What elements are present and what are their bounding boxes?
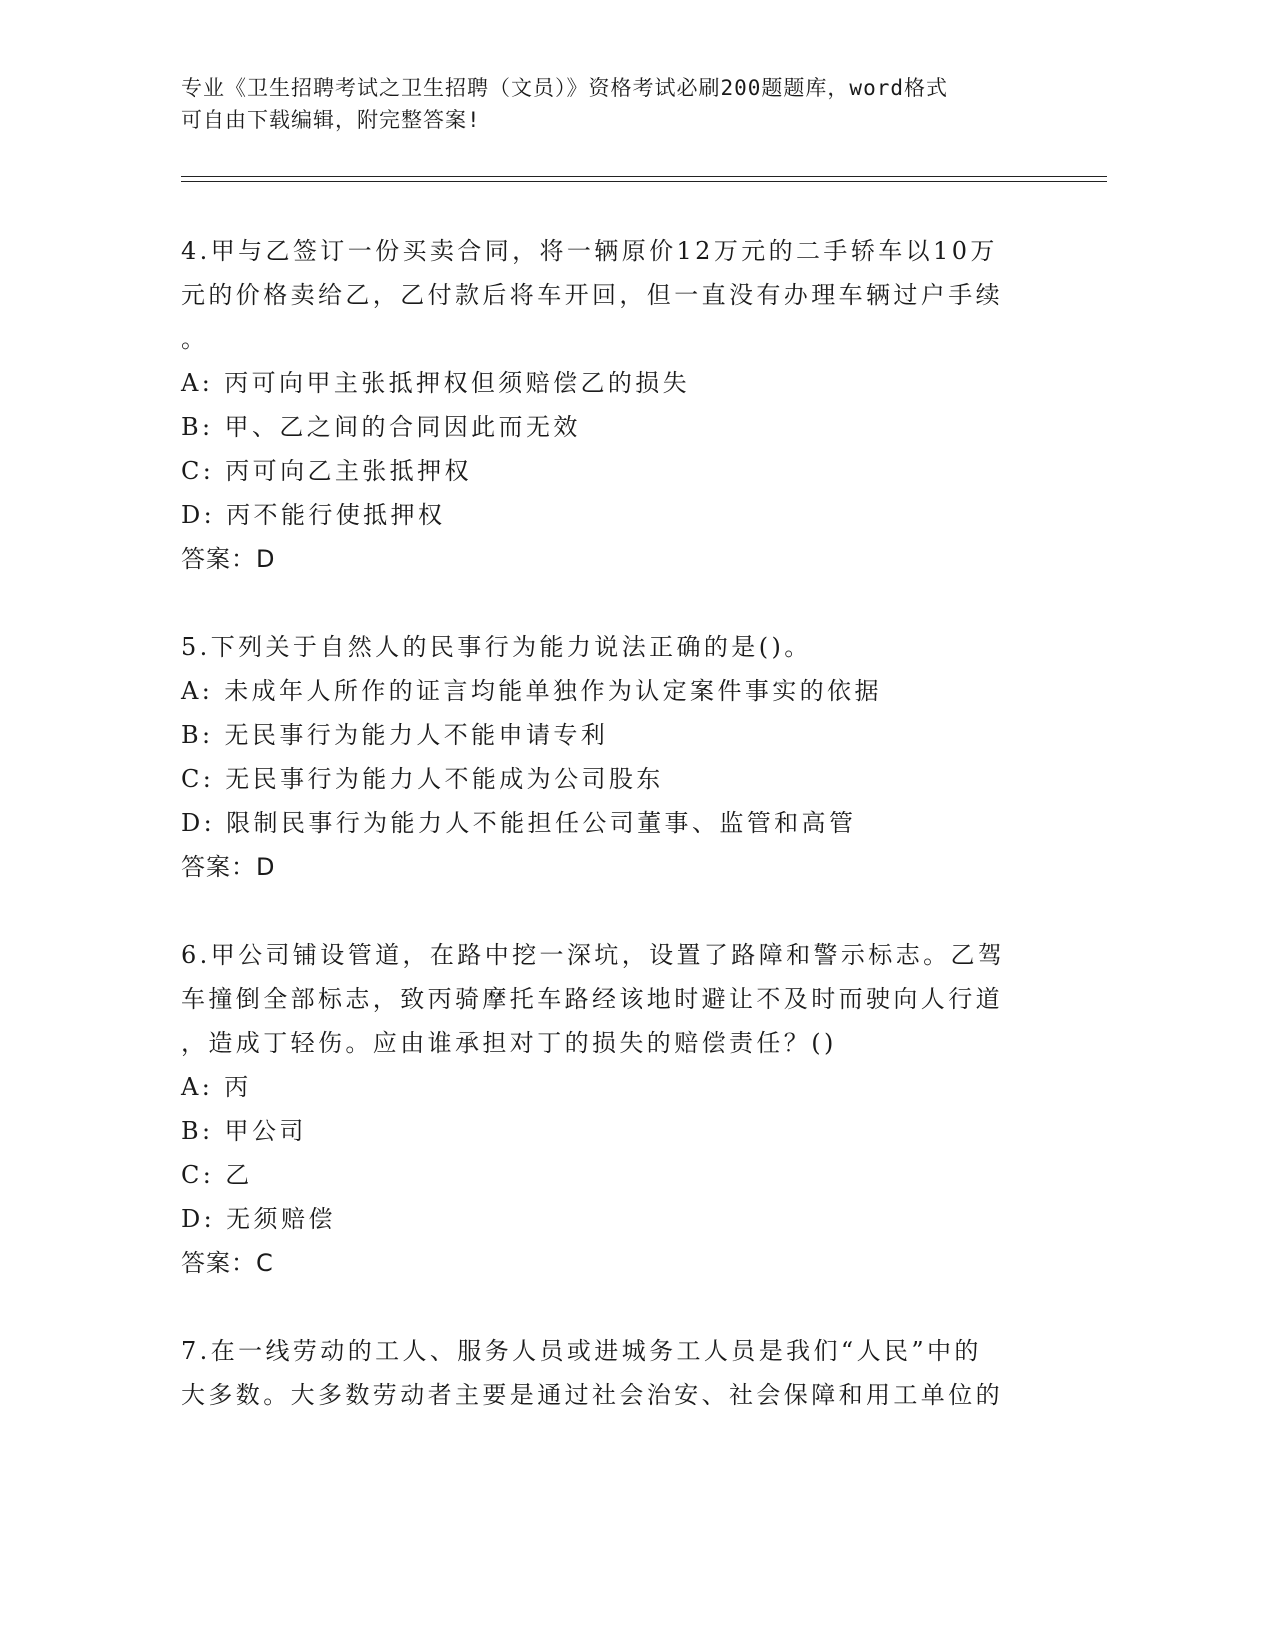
question-6 <box>181 933 1051 1285</box>
question-5 <box>181 625 1051 889</box>
option-a: A: 丙 <box>181 1073 252 1101</box>
header-line-2: 可自由下载编辑，附完整答案! <box>181 108 481 132</box>
question-7 <box>181 1329 1051 1417</box>
question-text-line: 6.甲公司铺设管道，在路中挖一深坑，设置了路障和警示标志。乙驾 <box>181 941 1006 969</box>
question-text-line: 5.下列关于自然人的民事行为能力说法正确的是()。 <box>181 633 812 661</box>
question-text-line: 大多数。大多数劳动者主要是通过社会治安、社会保障和用工单位的 <box>181 1381 1003 1409</box>
option-d: D: 无须赔偿 <box>181 1205 336 1233</box>
question-text-line: 。 <box>181 325 209 353</box>
document-header <box>181 72 1041 136</box>
answer-label: 答案：D <box>181 853 276 881</box>
option-b: B: 甲、乙之间的合同因此而无效 <box>181 413 581 441</box>
option-b: B: 甲公司 <box>181 1117 307 1145</box>
option-d: D: 丙不能行使抵押权 <box>181 501 446 529</box>
header-line-1: 专业《卫生招聘考试之卫生招聘（文员）》资格考试必刷200题题库，word格式 <box>181 76 948 100</box>
option-d: D: 限制民事行为能力人不能担任公司董事、监管和高管 <box>181 809 857 837</box>
header-divider-bottom <box>181 181 1107 182</box>
question-4 <box>181 229 1051 581</box>
question-list <box>181 229 1051 1461</box>
question-text-line: ，造成丁轻伤。应由谁承担对丁的损失的赔偿责任？() <box>181 1029 837 1057</box>
answer-label: 答案：D <box>181 545 276 573</box>
answer-label: 答案：C <box>181 1249 274 1277</box>
option-c: C: 无民事行为能力人不能成为公司股东 <box>181 765 664 793</box>
option-b: B: 无民事行为能力人不能申请专利 <box>181 721 609 749</box>
option-c: C: 丙可向乙主张抵押权 <box>181 457 472 485</box>
header-divider-top <box>181 176 1107 177</box>
question-text-line: 4.甲与乙签订一份买卖合同，将一辆原价12万元的二手轿车以10万 <box>181 237 998 265</box>
option-c: C: 乙 <box>181 1161 253 1189</box>
option-a: A: 未成年人所作的证言均能单独作为认定案件事实的依据 <box>181 677 882 705</box>
question-text-line: 元的价格卖给乙，乙付款后将车开回，但一直没有办理车辆过户手续 <box>181 281 1003 309</box>
question-text-line: 7.在一线劳动的工人、服务人员或进城务工人员是我们“人民”中的 <box>181 1337 982 1365</box>
option-a: A: 丙可向甲主张抵押权但须赔偿乙的损失 <box>181 369 691 397</box>
question-text-line: 车撞倒全部标志，致丙骑摩托车路经该地时避让不及时而驶向人行道 <box>181 985 1003 1013</box>
